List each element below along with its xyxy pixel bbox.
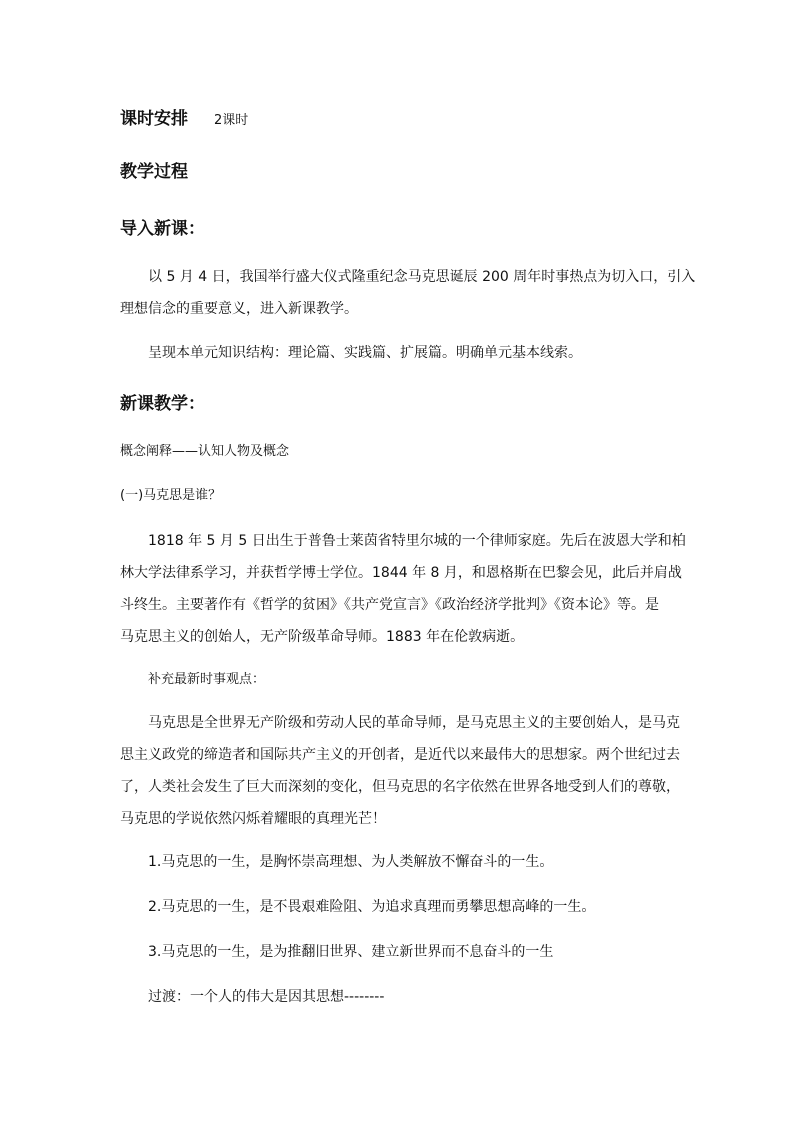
supplement-line: 了，人类社会发生了巨大而深刻的变化，但马克思的名字依然在世界各地受到人们的尊敬， <box>120 779 680 795</box>
new-lesson-heading: 新课教学： <box>120 394 205 414</box>
supplement-line: 马克思是全世界无产阶级和劳动人民的革命导师，是马克思主义的主要创始人，是马克 <box>148 715 680 731</box>
point-item: 1.马克思的一生，是胸怀崇高理想、为人类解放不懈奋斗的一生。 <box>148 854 554 870</box>
biography-line: 林大学法律系学习，并获哲学博士学位。1844 年 8 月，和恩格斯在巴黎会见，此后并肩战 <box>120 565 682 581</box>
unit-structure-paragraph: 呈现本单元知识结构：理论篇、实践篇、扩展篇。明确单元基本线索。 <box>148 345 582 361</box>
point-item: 3.马克思的一生，是为推翻旧世界、建立新世界而不息奋斗的一生 <box>148 944 554 960</box>
transition-line: 过渡：一个人的伟大是因其思想-------- <box>148 989 385 1005</box>
schedule-hours: 2课时 <box>214 113 249 128</box>
intro-paragraph-line: 理想信念的重要意义，进入新课教学。 <box>120 301 358 317</box>
biography-line: 斗终生。主要著作有《哲学的贫困》《共产党宣言》《政治经济学批判》《资本论》等。是 <box>120 597 659 613</box>
supplement-label: 补充最新时事观点： <box>148 672 266 687</box>
biography-paragraph <box>120 525 686 653</box>
biography-line: 1818 年 5 月 5 日出生于普鲁士莱茵省特里尔城的一个律师家庭。先后在波恩大学和柏 <box>148 533 686 549</box>
schedule-line <box>120 107 248 133</box>
supplement-line: 思主义政党的缔造者和国际共产主义的开创者，是近代以来最伟大的思想家。两个世纪过去 <box>120 747 680 763</box>
intro-heading: 导入新课： <box>120 219 205 239</box>
intro-paragraph-line: 以 5 月 4 日，我国举行盛大仪式隆重纪念马克思诞辰 200 周年时事热点为切入口，引入 <box>148 269 696 285</box>
point-item: 2.马克思的一生，是不畏艰难险阻、为追求真理而勇攀思想高峰的一生。 <box>148 899 596 915</box>
intro-paragraph <box>120 261 696 325</box>
supplement-line: 马克思的学说依然闪烁着耀眼的真理光芒！ <box>120 811 386 827</box>
supplement-paragraph <box>120 707 680 835</box>
process-heading: 教学过程 <box>120 162 188 182</box>
concept-subheading: 概念阐释——认知人物及概念 <box>120 444 290 459</box>
biography-line: 马克思主义的创始人，无产阶级革命导师。1883 年在伦敦病逝。 <box>120 629 525 645</box>
schedule-label: 课时安排 <box>120 109 188 129</box>
question-who-is-marx: (一)马克思是谁？ <box>120 488 222 503</box>
